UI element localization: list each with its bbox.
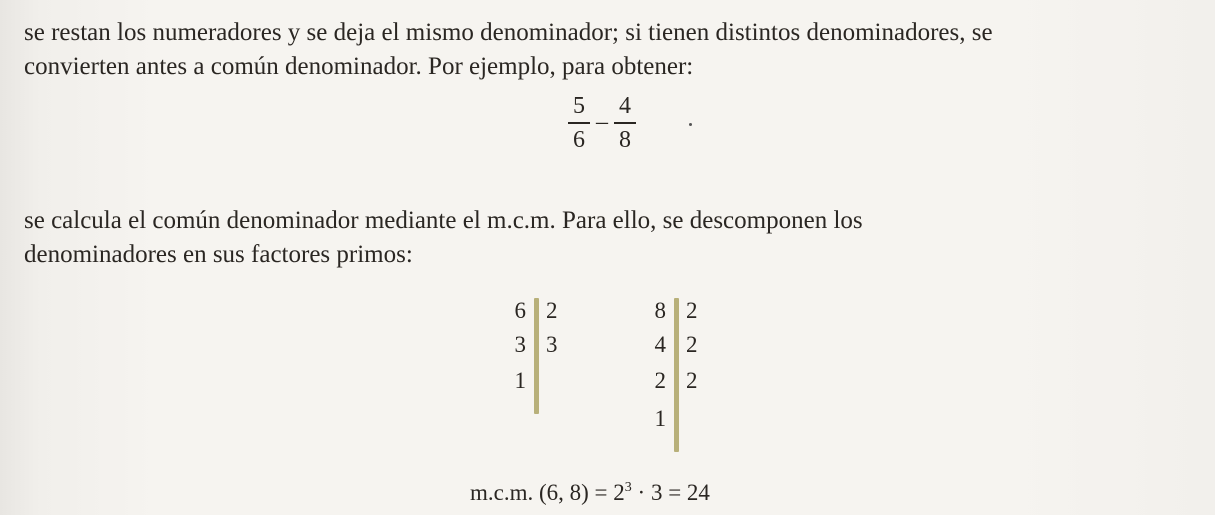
paragraph-intro xyxy=(24,16,993,84)
factor-row xyxy=(640,330,720,360)
factor-divisor: 2 xyxy=(686,332,698,357)
fraction-1-bar xyxy=(568,122,590,124)
lcm-suffix: · 3 = 24 xyxy=(631,480,710,505)
paragraph-method xyxy=(24,204,863,272)
fraction-four-eighths xyxy=(614,92,636,154)
fraction-five-sixths xyxy=(568,92,590,154)
fraction-1-numerator: 5 xyxy=(573,93,585,119)
factor-dividend: 1 xyxy=(514,368,526,393)
fraction-1-denominator: 6 xyxy=(573,126,585,153)
factor-row xyxy=(500,296,580,326)
paragraph-intro-line-1: se restan los numeradores y se deja el mismo denominador; si tienen distintos denominadores, se xyxy=(24,19,993,46)
factor-row xyxy=(640,404,720,434)
factor-dividend: 8 xyxy=(654,298,666,323)
paragraph-intro-line-2: convierten antes a común denominador. Por ejemplo, para obtener: xyxy=(24,53,694,80)
factor-dividend: 3 xyxy=(514,332,526,357)
factor-dividend: 1 xyxy=(654,406,666,431)
dot-mark xyxy=(689,123,692,126)
fraction-2-bar xyxy=(614,122,636,124)
factor-dividend: 2 xyxy=(654,368,666,393)
paragraph-method-line-2: denominadores en sus factores primos: xyxy=(24,241,413,268)
factor-dividend: 6 xyxy=(514,298,526,323)
factor-divisor: 2 xyxy=(686,298,698,323)
factor-row xyxy=(640,366,720,396)
paragraph-method-line-1: se calcula el común denominador mediante el m.c.m. Para ello, se descomponen los xyxy=(24,207,863,234)
factor-divisor: 2 xyxy=(546,298,558,323)
lcm-result xyxy=(470,478,710,508)
factor-dividend: 4 xyxy=(654,332,666,357)
fraction-2-numerator: 4 xyxy=(619,93,631,119)
factor-row xyxy=(500,366,580,396)
minus-sign: – xyxy=(596,109,608,136)
factor-divisor: 2 xyxy=(686,368,698,393)
lcm-prefix: m.c.m. (6, 8) = 2 xyxy=(470,480,625,505)
fraction-2-denominator: 8 xyxy=(619,126,631,153)
factor-row xyxy=(640,296,720,326)
factor-divisor: 3 xyxy=(546,332,558,357)
fraction-subtraction xyxy=(568,92,636,154)
lcm-exponent: 3 xyxy=(624,480,632,495)
factor-row xyxy=(500,330,580,360)
